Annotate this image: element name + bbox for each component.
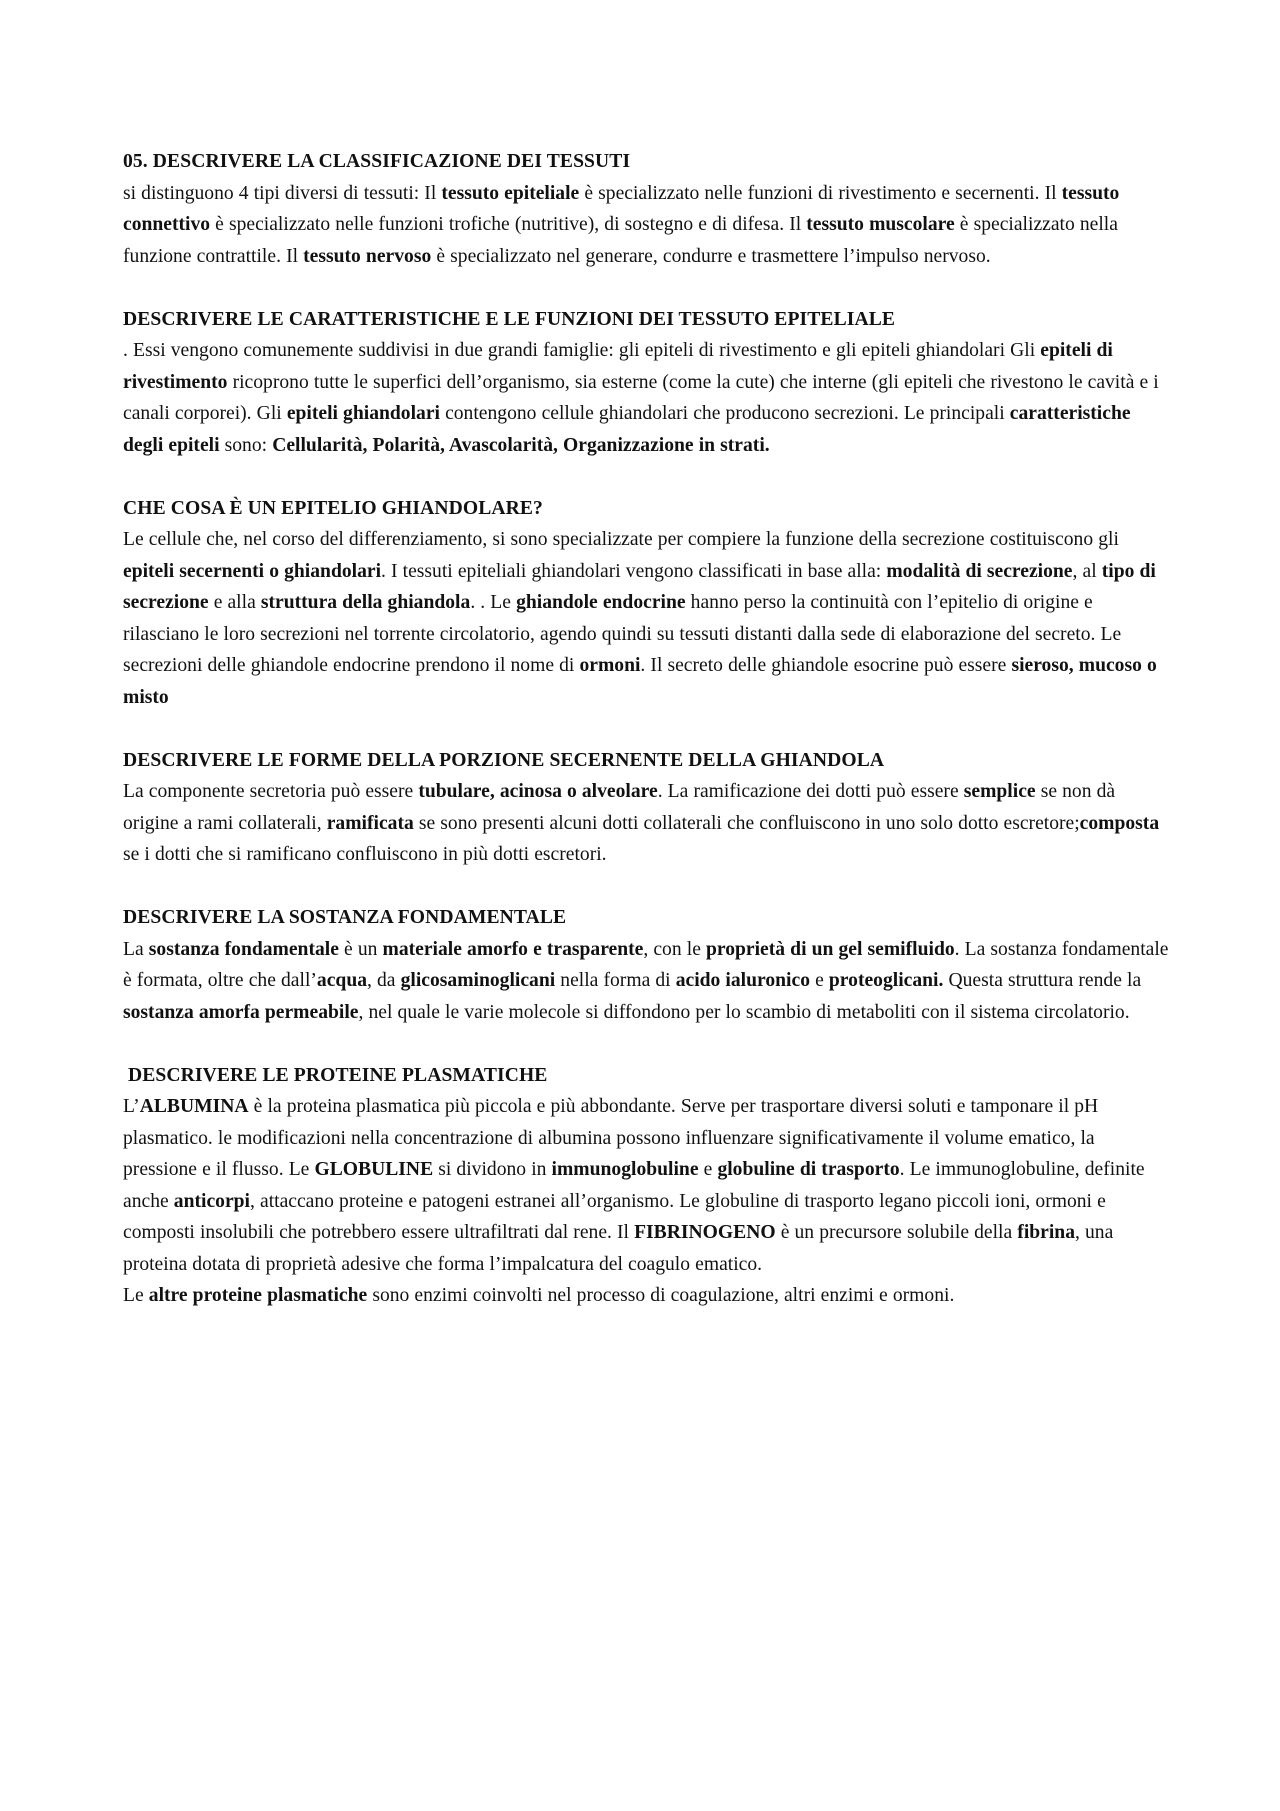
bold-text-run: fibrina [1017, 1222, 1075, 1243]
bold-text-run: epiteli ghiandolari [286, 403, 440, 424]
section-paragraph [123, 178, 1173, 273]
document-page [123, 146, 1173, 1312]
text-run: . La ramificazione dei dotti può essere [657, 781, 964, 802]
bold-text-run: sostanza fondamentale [148, 938, 339, 960]
bold-text-run: epiteli secernenti o ghiandolari [123, 560, 382, 582]
section-heading: DESCRIVERE LE CARATTERISTICHE E LE FUNZIONI DEI TESSUTO EPITELIALE [123, 308, 896, 330]
text-run: è specializzato nella funzione contrattile. Il [123, 214, 1118, 267]
text-run: . La sostanza fondamentale è formata, oltre che dall’ [123, 938, 1169, 991]
text-run: La [123, 938, 149, 960]
section-heading: 05. DESCRIVERE LA CLASSIFICAZIONE DEI TESSUTI [123, 151, 631, 172]
text-run: , una proteina dotata di proprietà adesive che forma l’impalcatura del coagulo ematico. [123, 1222, 1114, 1275]
bold-text-run: epiteli di rivestimento [123, 340, 1113, 393]
text-run: , attaccano proteine e patogeni estranei all’organismo. Le globuline di trasporto legano piccoli ioni, ormoni e composti insolubili che potrebbero essere ultrafiltrati dal rene. Il [123, 1190, 1106, 1243]
text-run: . Essi vengono comunemente suddivisi in due grandi famiglie: gli epiteli di rivestimento e gli epiteli ghiandolari Gli [123, 340, 1041, 361]
section-heading: CHE COSA È UN EPITELIO GHIANDOLARE? [123, 497, 543, 519]
text-run: , al [1072, 560, 1102, 582]
section-epitelio-ghiandolare [123, 493, 1173, 714]
bold-text-run: globuline di trasporto [717, 1159, 900, 1180]
bold-text-run: GLOBULINE [314, 1159, 434, 1180]
text-run: L’ [123, 1096, 140, 1117]
bold-text-run: sostanza amorfa permeabile [123, 1001, 359, 1023]
bold-text-run: acqua [316, 970, 368, 991]
section-proteine-plasmatiche [123, 1060, 1173, 1312]
text-run: , con le [643, 938, 706, 960]
text-run: si distinguono 4 tipi diversi di tessuti: Il [123, 182, 442, 204]
text-run: è specializzato nel generare, condurre e trasmettere l’impulso nervoso. [431, 245, 991, 267]
text-run: è la proteina plasmatica più piccola e più abbondante. Serve per trasportare diversi soluti e tamponare il pH plasmatico. le modificazioni nella concentrazione di albumina possono influenzare significativamente il volume ematico, la pressione e il flusso. Le [123, 1096, 1099, 1180]
bold-text-run: sieroso, mucoso o misto [123, 655, 1157, 708]
text-run: , da [367, 970, 401, 991]
section-paragraph [123, 1091, 1173, 1280]
text-run: nella forma di [555, 970, 676, 991]
text-run: e alla [208, 592, 261, 613]
text-run: contengono cellule ghiandolari che producono secrezioni. Le principali [439, 403, 1010, 424]
text-run: . Il secreto delle ghiandole esocrine può essere [640, 655, 1012, 676]
section-heading: DESCRIVERE LA SOSTANZA FONDAMENTALE [123, 907, 567, 928]
section-classificazione-tessuti [123, 146, 1173, 272]
bold-text-run: tessuto nervoso [303, 245, 432, 267]
text-run: Questa struttura rende la [943, 970, 1142, 991]
text-run: . . Le [470, 592, 517, 613]
bold-text-run: ALBUMINA [139, 1096, 249, 1117]
bold-text-run: tessuto muscolare [806, 214, 955, 235]
bold-text-run: altre proteine plasmatiche [148, 1285, 368, 1306]
text-run: hanno perso la continuità con l’epitelio di origine e rilasciano le loro secrezioni nel torrente circolatorio, agendo quindi su tessuti distanti dalla sede di elaborazione del secreto. Le secrezioni delle ghiandole endocrine prendono il nome di [123, 592, 1122, 676]
section-paragraph [123, 934, 1173, 1029]
text-run: si dividono in [433, 1159, 552, 1180]
text-run: sono: [219, 434, 273, 456]
section-paragraph [123, 335, 1173, 461]
bold-text-run: modalità di secrezione [886, 560, 1073, 582]
section-porzione-secernente [123, 745, 1173, 871]
section-sostanza-fondamentale [123, 902, 1173, 1028]
section-heading: DESCRIVERE LE PROTEINE PLASMATICHE [123, 1064, 548, 1086]
bold-text-run: struttura della ghiandola [260, 592, 471, 613]
text-run: è specializzato nelle funzioni di rivestimento e secernenti. Il [579, 182, 1062, 204]
bold-text-run: semplice [963, 781, 1036, 802]
bold-text-run: materiale amorfo e trasparente [382, 938, 644, 960]
text-run: è un precursore solubile della [775, 1222, 1018, 1243]
text-run: , nel quale le varie molecole si diffondono per lo scambio di metaboliti con il sistema circolatorio. [358, 1001, 1130, 1023]
bold-text-run: FIBRINOGENO [634, 1222, 776, 1243]
text-run: La componente secretoria può essere [123, 781, 419, 802]
bold-text-run: tessuto epiteliale [441, 182, 580, 204]
bold-text-run: ormoni [579, 655, 641, 676]
bold-text-run: immunoglobuline [551, 1159, 699, 1180]
bold-text-run: caratteristiche degli epiteli [123, 403, 1131, 456]
text-run: se i dotti che si ramificano confluiscono in più dotti escretori. [123, 844, 607, 865]
section-paragraph [123, 776, 1173, 871]
text-run: . I tessuti epiteliali ghiandolari vengono classificati in base alla: [381, 560, 887, 582]
text-run: è un [338, 938, 383, 960]
text-run: . Le immunoglobuline, definite anche [123, 1159, 1145, 1212]
text-run: è specializzato nelle funzioni trofiche (nutritive), di sostegno e di difesa. Il [210, 214, 807, 235]
bold-text-run: glicosaminoglicani [400, 970, 556, 991]
text-run: se sono presenti alcuni dotti collaterali che confluiscono in uno solo dotto escretore; [413, 812, 1080, 834]
section-heading: DESCRIVERE LE FORME DELLA PORZIONE SECERNENTE DELLA GHIANDOLA [123, 749, 885, 771]
bold-text-run: proteoglicani. [828, 970, 944, 991]
bold-text-run: tipo di secrezione [123, 560, 1156, 613]
section-paragraph [123, 524, 1173, 713]
text-run: sono enzimi coinvolti nel processo di coagulazione, altri enzimi e ormoni. [367, 1285, 955, 1306]
text-run: e [698, 1159, 718, 1180]
section-tessuto-epiteliale [123, 304, 1173, 462]
bold-text-run: anticorpi [173, 1190, 250, 1212]
bold-text-run: tubulare, acinosa o alveolare [418, 781, 658, 802]
bold-text-run: proprietà di un gel semifluido [705, 938, 955, 960]
text-run: Le cellule che, nel corso del differenziamento, si sono specializzate per compiere la funzione della secrezione costituiscono gli [123, 529, 1119, 550]
bold-text-run: Cellularità, Polarità, Avascolarità, Organizzazione in strati. [272, 434, 770, 456]
text-run: se non dà origine a rami collaterali, [123, 781, 1116, 834]
text-run: ricoprono tutte le superfici dell’organismo, sia esterne (come la cute) che interne (gli epiteli che rivestono le cavità e i canali corporei). Gli [123, 371, 1159, 424]
bold-text-run: tessuto connettivo [123, 182, 1120, 235]
section-paragraph [123, 1280, 1173, 1312]
text-run: e [810, 970, 829, 991]
bold-text-run: ramificata [326, 812, 414, 834]
bold-text-run: composta [1079, 812, 1160, 834]
bold-text-run: acido ialuronico [675, 970, 810, 991]
text-run: Le [123, 1285, 149, 1306]
bold-text-run: ghiandole endocrine [516, 592, 686, 613]
